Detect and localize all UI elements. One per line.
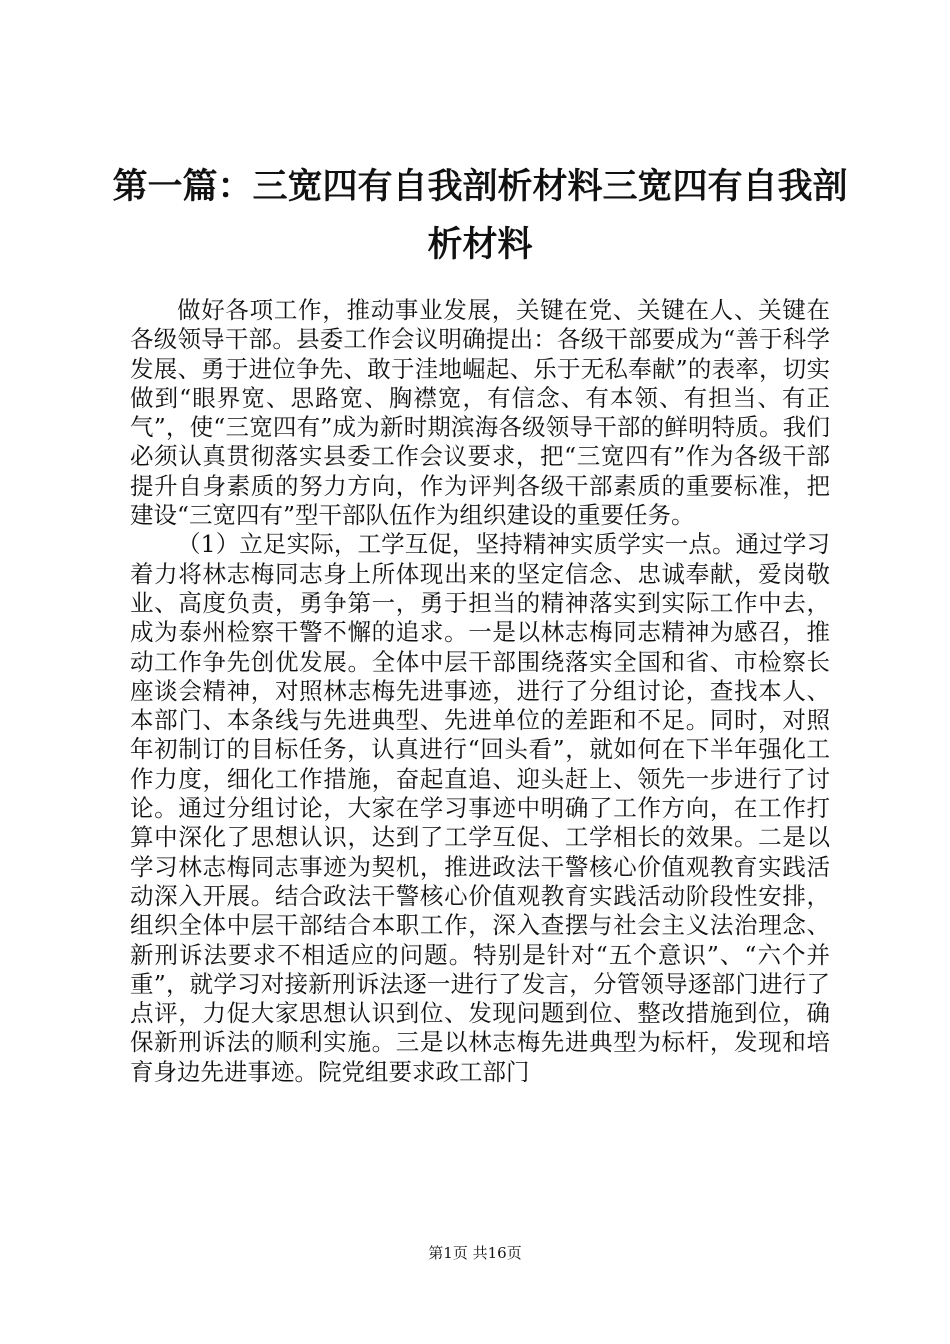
paragraph-section-1: （1）立足实际，工学互促，坚持精神实质学实一点。通过学习着力将林志梅同志身上所体现出来的坚定信念、忠诚奉献，爱岗敬业、高度负责，勇争第一，勇于担当的精神落实到实际工作中去，成为泰州检察干警不懈的追求。一是以林志梅同志精神为感召，推动工作争先创优发展。全体中层干部围绕落实全国和省、市检察长座谈会精神，对照林志梅先进事迹，进行了分组讨论，查找本人、本部门、本条线与先进典型、先进单位的差距和不足。同时，对照年初制订的目标任务，认真进行“回头看”，就如何在下半年强化工作力度，细化工作措施，奋起直追、迎头赶上、领先一步进行了讨论。通过分组讨论，大家在学习事迹中明确了工作方向，在工作打算中深化了思想认识，达到了工学互促、工学相长的效果。二是以学习林志梅同志事迹为契机，推进政法干警核心价值观教育实践活动深入开展。结合政法干警核心价值观教育实践活动阶段性安排，组织全体中层干部结合本职工作，深入查摆与社会主义法治理念、新刑诉法要求不相适应的问题。特别是针对“五个意识”、“六个并重”，就学习对接新刑诉法逐一进行了发言，分管领导逐部门进行了点评，力促大家思想认识到位、发现问题到位、整改措施到位，确保新刑诉法的顺利实施。三是以林志梅先进典型为标杆，发现和培育身边先进事迹。院党组要求政工部门 <box>130 530 830 1086</box>
document-title: 第一篇：三宽四有自我剖析材料三宽四有自我剖析材料 <box>112 167 848 265</box>
document-body <box>130 296 830 1087</box>
paragraph-intro: 做好各项工作，推动事业发展，关键在党、关键在人、关键在各级领导干部。县委工作会议明确提出：各级干部要成为“善于科学发展、勇于进位争先、敢于洼地崛起、乐于无私奉献”的表率，切实做到“眼界宽、思路宽、胸襟宽，有信念、有本领、有担当、有正气”，使“三宽四有”成为新时期滨海各级领导干部的鲜明特质。我们必须认真贯彻落实县委工作会议要求，把“三宽四有”作为各级干部提升自身素质的努力方向，作为评判各级干部素质的重要标准，把建设“三宽四有”型干部队伍作为组织建设的重要任务。 <box>130 296 830 530</box>
page-number: 第1页 共16页 <box>428 1244 522 1262</box>
